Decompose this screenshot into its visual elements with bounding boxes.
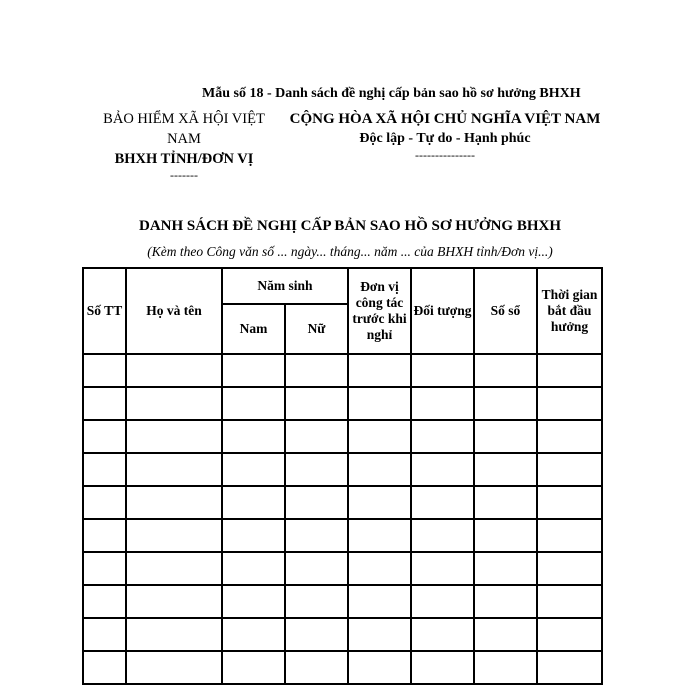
- agency-name: BẢO HIỂM XÃ HỘI VIỆT NAM: [103, 111, 265, 147]
- table-cell: [83, 585, 126, 618]
- table-cell: [222, 486, 285, 519]
- table-cell: [474, 486, 537, 519]
- table-row: [83, 552, 602, 585]
- table-cell: [285, 354, 348, 387]
- agency-block: [92, 109, 276, 181]
- table-cell: [126, 453, 222, 486]
- table-row: [83, 354, 602, 387]
- table-cell: [348, 453, 411, 486]
- table-cell: [83, 387, 126, 420]
- agency-unit: BHXH TỈNH/ĐƠN VỊ: [114, 151, 254, 167]
- table-cell: [285, 453, 348, 486]
- table-cell: [474, 618, 537, 651]
- table-cell: [83, 486, 126, 519]
- table-cell: [285, 651, 348, 684]
- table-cell: [348, 552, 411, 585]
- table-cell: [222, 453, 285, 486]
- table-cell: [285, 618, 348, 651]
- table-cell: [474, 420, 537, 453]
- table-cell: [222, 651, 285, 684]
- table-cell: [83, 552, 126, 585]
- agency-separator: -------: [170, 168, 198, 182]
- header-female: Nữ: [285, 304, 348, 354]
- table-cell: [126, 420, 222, 453]
- table-cell: [222, 552, 285, 585]
- table-cell: [222, 618, 285, 651]
- table-cell: [411, 387, 474, 420]
- table-cell: [474, 354, 537, 387]
- table-cell: [222, 354, 285, 387]
- table-cell: [474, 651, 537, 684]
- table-cell: [222, 387, 285, 420]
- table-body: [83, 354, 602, 684]
- document-title: DANH SÁCH ĐỀ NGHỊ CẤP BẢN SAO HỒ SƠ HƯỞNG BHXH: [139, 218, 561, 234]
- table-cell: [411, 519, 474, 552]
- table-cell: [348, 354, 411, 387]
- table-cell: [348, 519, 411, 552]
- table-row: [83, 420, 602, 453]
- table-cell: [474, 387, 537, 420]
- table-cell: [474, 453, 537, 486]
- table-cell: [537, 453, 602, 486]
- header-male: Nam: [222, 304, 285, 354]
- table-row: [83, 453, 602, 486]
- table-cell: [348, 651, 411, 684]
- motto-separator: ---------------: [415, 148, 475, 162]
- table-row: [83, 387, 602, 420]
- table-cell: [411, 486, 474, 519]
- table-cell: [83, 519, 126, 552]
- table-cell: [537, 618, 602, 651]
- table-cell: [348, 585, 411, 618]
- table-cell: [537, 387, 602, 420]
- header-birth-year: Năm sinh: [222, 268, 348, 304]
- table-cell: [285, 585, 348, 618]
- table-cell: [83, 651, 126, 684]
- table-cell: [83, 420, 126, 453]
- table-cell: [348, 387, 411, 420]
- table-cell: [348, 486, 411, 519]
- table-cell: [474, 519, 537, 552]
- table-cell: [222, 519, 285, 552]
- table-cell: [411, 651, 474, 684]
- table-cell: [126, 585, 222, 618]
- national-motto-block: [280, 109, 610, 161]
- table-cell: [537, 420, 602, 453]
- table-row: [83, 486, 602, 519]
- table-cell: [126, 651, 222, 684]
- header-name: Họ và tên: [126, 268, 222, 354]
- table-cell: [474, 585, 537, 618]
- table-cell: [411, 354, 474, 387]
- table-cell: [537, 519, 602, 552]
- table-cell: [126, 387, 222, 420]
- table-cell: [537, 552, 602, 585]
- table-cell: [222, 420, 285, 453]
- table-cell: [126, 486, 222, 519]
- table-cell: [285, 486, 348, 519]
- table-cell: [126, 354, 222, 387]
- table-cell: [537, 354, 602, 387]
- table-cell: [83, 453, 126, 486]
- table-cell: [126, 552, 222, 585]
- table-cell: [348, 618, 411, 651]
- table-cell: [285, 552, 348, 585]
- header-target: Đối tượng: [411, 268, 474, 354]
- table-cell: [285, 420, 348, 453]
- header-book-no: Số sổ: [474, 268, 537, 354]
- table-cell: [348, 420, 411, 453]
- table-row: [83, 519, 602, 552]
- form-number: Mẫu số 18 - Danh sách đề nghị cấp bản sao hồ sơ hưởng BHXH: [202, 86, 581, 101]
- table-cell: [411, 420, 474, 453]
- document-subtitle: (Kèm theo Công văn số ... ngày... tháng... năm ... của BHXH tỉnh/Đơn vị...): [147, 244, 553, 259]
- request-table: [82, 267, 603, 685]
- table-cell: [285, 387, 348, 420]
- table-cell: [411, 585, 474, 618]
- table-cell: [83, 618, 126, 651]
- header-stt: Số TT: [83, 268, 126, 354]
- table-cell: [537, 585, 602, 618]
- table-cell: [537, 651, 602, 684]
- table-cell: [83, 354, 126, 387]
- table-row: [83, 651, 602, 684]
- header-start-time: Thời gian bắt đầu hưởng: [537, 268, 602, 354]
- table-row: [83, 618, 602, 651]
- table-cell: [285, 519, 348, 552]
- table-cell: [537, 486, 602, 519]
- table-row: [83, 585, 602, 618]
- table-cell: [474, 552, 537, 585]
- table-cell: [222, 585, 285, 618]
- table-cell: [411, 453, 474, 486]
- table-cell: [411, 618, 474, 651]
- table-cell: [411, 552, 474, 585]
- table-cell: [126, 519, 222, 552]
- country-name: CỘNG HÒA XÃ HỘI CHỦ NGHĨA VIỆT NAM: [289, 111, 601, 127]
- header-workplace: Đơn vị công tác trước khi nghỉ: [348, 268, 411, 354]
- table-cell: [126, 618, 222, 651]
- motto: Độc lập - Tự do - Hạnh phúc: [359, 131, 531, 146]
